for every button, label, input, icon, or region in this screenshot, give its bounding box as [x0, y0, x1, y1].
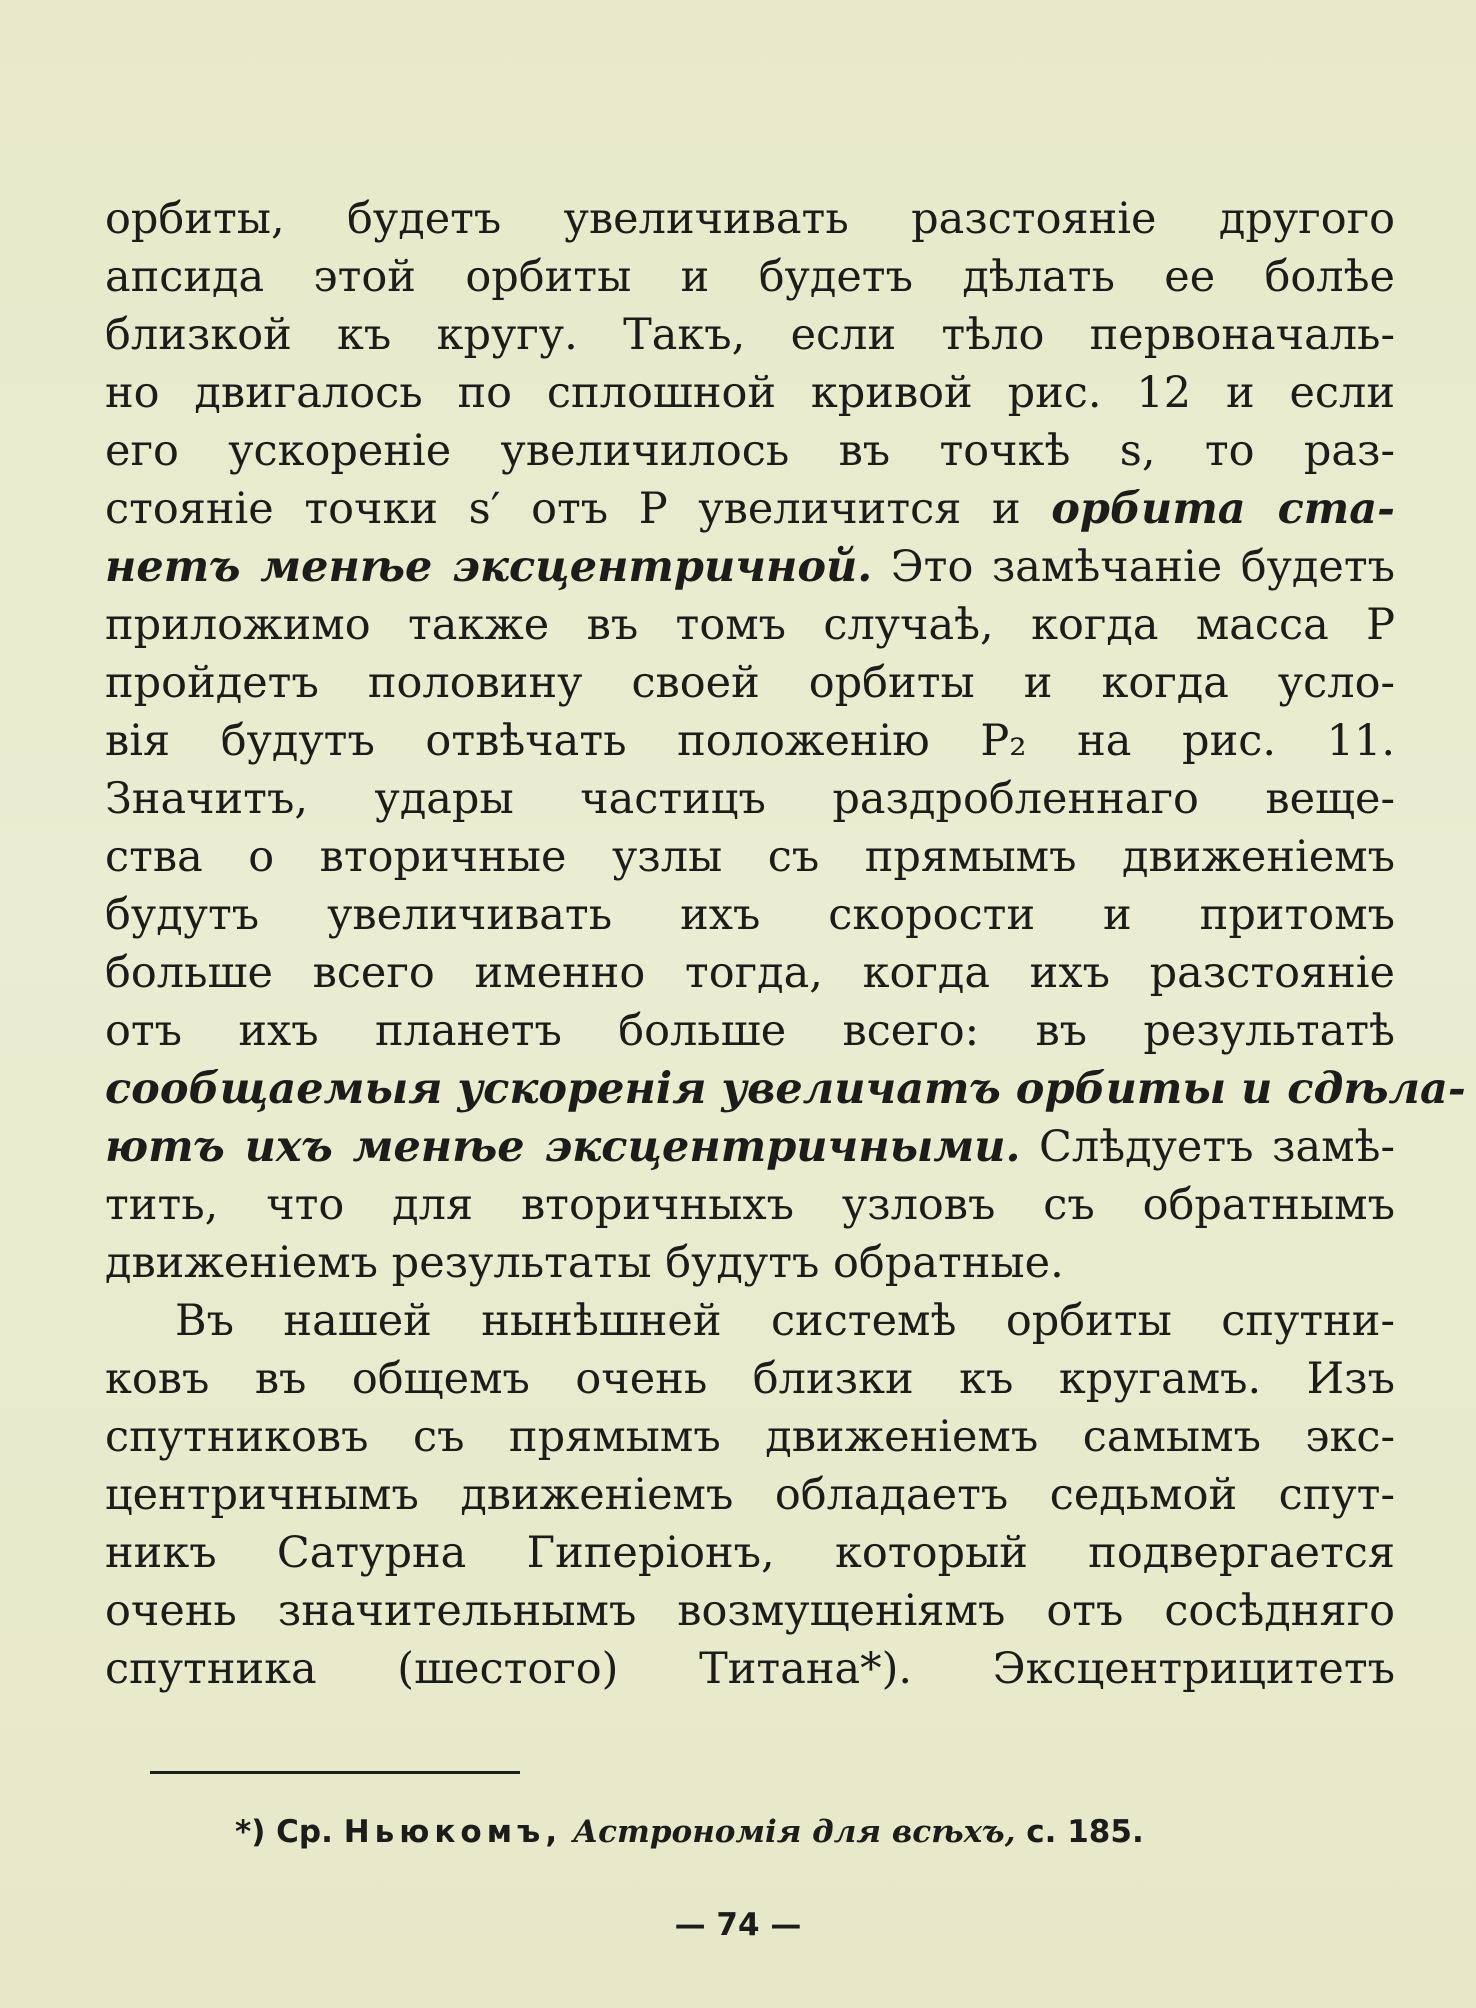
- text-line: никъ Сатурна Гиперіонъ, который подвергается: [105, 1528, 1395, 1578]
- text-line: спутниковъ съ прямымъ движеніемъ самымъ экс-: [105, 1412, 1395, 1462]
- text-line: но двигалось по сплошной кривой рис. 12 и если: [105, 368, 1395, 418]
- footnote-marker: *) Ср.: [235, 1814, 344, 1850]
- text-line: отъ ихъ планетъ больше всего: въ результатѣ: [105, 1006, 1395, 1056]
- text-run: Это замѣчаніе будетъ: [872, 542, 1395, 592]
- text-run: стояніе точки s′ отъ P увеличится и: [105, 484, 1052, 534]
- text-line: спутника (шестого) Титана*). Эксцентрицитетъ: [105, 1644, 1395, 1694]
- footnote-author: Ньюкомъ,: [343, 1814, 563, 1850]
- text-line: приложимо также въ томъ случаѣ, когда масса P: [105, 600, 1395, 650]
- text-line: вія будутъ отвѣчать положенію P₂ на рис. 11.: [105, 716, 1395, 766]
- text-line: апсида этой орбиты и будетъ дѣлать ее болѣе: [105, 252, 1395, 302]
- body-text: [105, 190, 1466, 1698]
- text-line: будутъ увеличивать ихъ скорости и притомъ: [105, 890, 1395, 940]
- italic-emphasis: ютъ ихъ менѣе эксцентричными.: [105, 1122, 1021, 1172]
- text-line: больше всего именно тогда, когда ихъ разстояніе: [105, 948, 1395, 998]
- text-line: очень значительнымъ возмущеніямъ отъ сосѣдняго: [105, 1586, 1395, 1636]
- footnote-title: Астрономія для всѣхъ,: [562, 1814, 1016, 1850]
- text-line: [105, 1118, 1395, 1176]
- text-line: [105, 480, 1395, 538]
- italic-emphasis: орбита ста-: [1051, 484, 1395, 534]
- paragraph-start-line: Въ нашей нынѣшней системѣ орбиты спутни-: [175, 1296, 1395, 1346]
- footnote-divider: [150, 1771, 520, 1774]
- text-line: движеніемъ результаты будутъ обратные.: [105, 1238, 1064, 1288]
- italic-emphasis: нетъ менѣе эксцентричной.: [105, 542, 873, 592]
- italic-emphasis-line: сообщаемыя ускоренія увеличатъ орбиты и сдѣла-: [105, 1064, 1466, 1114]
- footnote: [235, 1812, 1144, 1852]
- text-line: Значитъ, удары частицъ раздробленнаго веще-: [105, 774, 1395, 824]
- text-line: [105, 538, 1395, 596]
- text-run: Слѣдуетъ замѣ-: [1020, 1122, 1395, 1172]
- text-line: ковъ въ общемъ очень близки къ кругамъ. Изъ: [105, 1354, 1395, 1404]
- page-number: — 74 —: [674, 1907, 802, 1943]
- footnote-page: с. 185.: [1015, 1814, 1144, 1850]
- text-line: тить, что для вторичныхъ узловъ съ обратнымъ: [105, 1180, 1395, 1230]
- text-line: орбиты, будетъ увеличивать разстояніе другого: [105, 194, 1395, 244]
- text-line: его ускореніе увеличилось въ точкѣ s, то раз-: [105, 426, 1395, 476]
- text-line: близкой къ кругу. Такъ, если тѣло первоначаль-: [105, 310, 1395, 360]
- text-line: пройдетъ половину своей орбиты и когда усло-: [105, 658, 1395, 708]
- text-line: центричнымъ движеніемъ обладаетъ седьмой спут-: [105, 1470, 1395, 1520]
- text-line: ства о вторичные узлы съ прямымъ движеніемъ: [105, 832, 1395, 882]
